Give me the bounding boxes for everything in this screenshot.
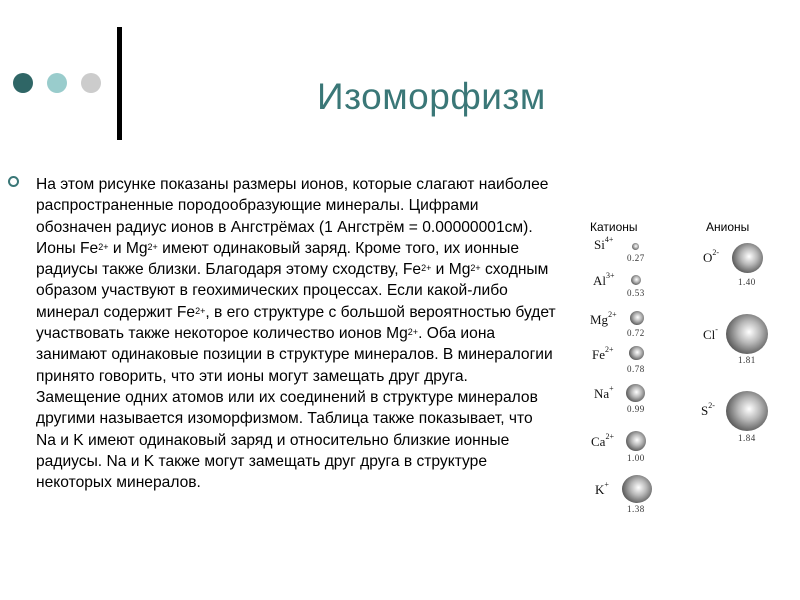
ion-sphere: [622, 475, 652, 503]
bullet-icon: [8, 176, 19, 187]
cations-header: Катионы: [590, 220, 638, 234]
body-paragraph: На этом рисунке показаны размеры ионов, которые слагают наиболее распространенные породообразующие минералы. Цифрами обозначен радиус ионов в Ангстрёмах (1 Ангстрём = 0.00000001см). Ионы $Fe^{2+}$ и $Mg^{2+}$ имеют одинаковый заряд. Кроме того, их ионные радиусы также близки. Благодаря этому сходству, $Fe^{2+}$ и $Mg^{2+}$ сходным образом участвуют в геохимических процессах. Если какой-либо минерал содержит $Fe^{2+}$, в его структуре с большой вероятностью будет участвовать также некоторое количество ионов $Mg^{2+}$. Оба иона занимают одинаковые позиции в структуре минералов. В минералогии принято говорить, что эти ионы могут замещать друг друга. Замещение одних атомов или их соединений в структуре минералов другими называется изоморфизмом. Таблица также показывает, что Na и K имеют одинаковый заряд и относительно близкие ионные радиусы. Na и K также могут замещать друг друга в структуре некоторых минералов.: [36, 176, 556, 492]
ion-sphere: [631, 275, 641, 285]
decor-vertical-line: [117, 27, 122, 140]
anions-header: Анионы: [706, 220, 750, 234]
ion-sphere: [726, 391, 768, 431]
slide-title: Изоморфизм: [317, 76, 546, 117]
ion-sphere: [626, 431, 646, 451]
decor-dot-light: [47, 73, 67, 93]
ion-sphere: [726, 314, 768, 354]
ion-sphere: [630, 311, 644, 325]
ion-sphere: [626, 384, 645, 402]
decor-dot-gray: [81, 73, 101, 93]
ion-sphere: [629, 346, 644, 360]
ion-sphere: [632, 243, 639, 250]
ion-sphere: [732, 243, 763, 273]
decor-dot-dark: [13, 73, 33, 93]
